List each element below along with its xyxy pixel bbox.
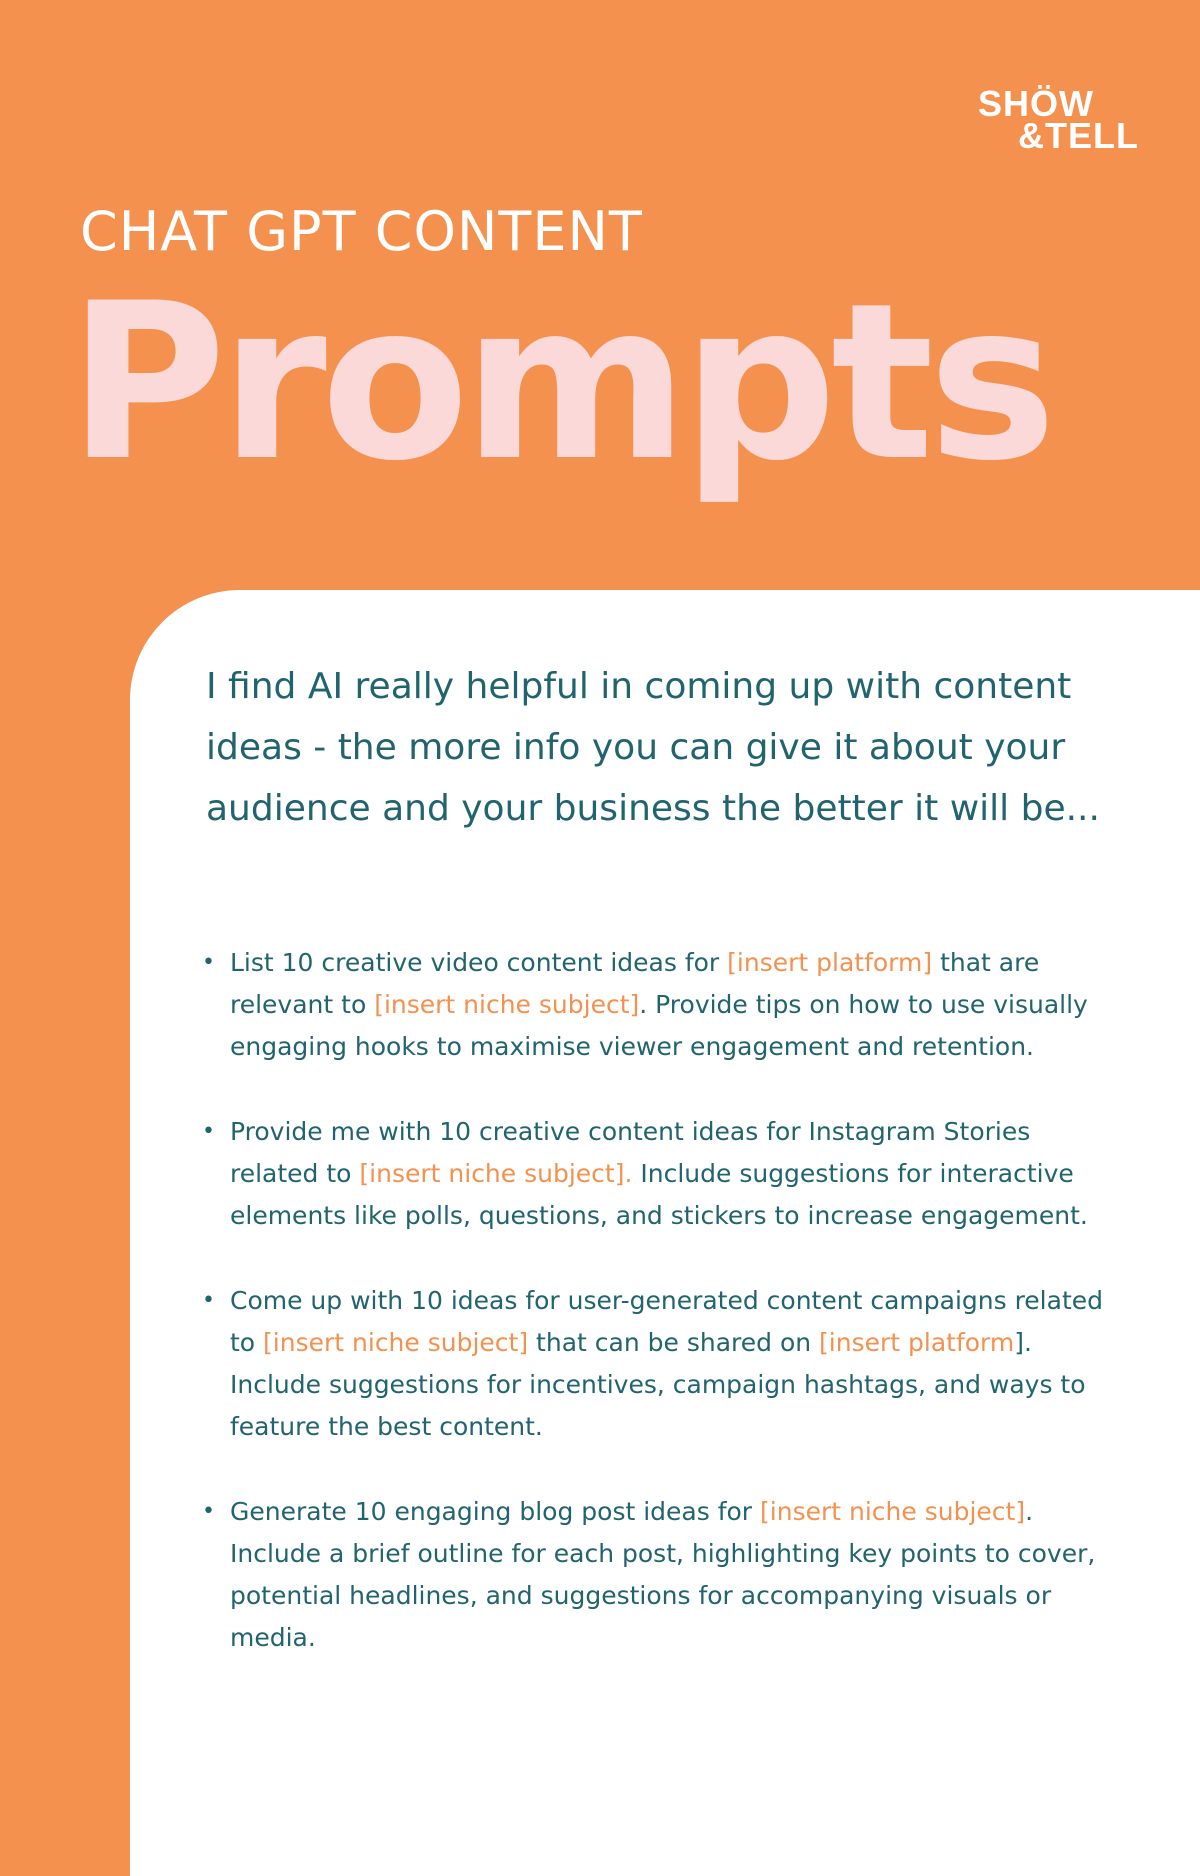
prompt-item bbox=[202, 1280, 1110, 1448]
placeholder-text: [insert niche subject] bbox=[374, 990, 640, 1019]
placeholder-text: [insert niche subject] bbox=[760, 1497, 1026, 1526]
placeholder-text: [insert niche subject]. bbox=[359, 1159, 633, 1188]
prompt-text: Provide me with 10 creative content ideas for Instagram Stories related to bbox=[230, 1117, 1031, 1188]
page-kicker: CHAT GPT CONTENT bbox=[80, 200, 643, 263]
intro-paragraph: I find AI really helpful in coming up with content ideas - the more info you can give it about your audience and your business the better it will be... bbox=[206, 666, 1100, 829]
bullet-icon: • bbox=[202, 1288, 215, 1313]
prompt-list bbox=[202, 942, 1110, 1702]
content-card bbox=[130, 590, 1200, 1876]
placeholder-text: [insert platform] bbox=[727, 948, 933, 977]
prompt-text: Come up with 10 ideas for user-generated content campaigns related to bbox=[230, 1286, 1103, 1357]
prompt-text: Include suggestions for interactive elements like polls, questions, and stickers to increase engagement. bbox=[230, 1159, 1088, 1230]
page-title: Prompts bbox=[68, 257, 1051, 508]
prompt-item bbox=[202, 1111, 1110, 1237]
prompt-text: . Provide tips on how to use visually engaging hooks to maximise viewer engagement and retention. bbox=[230, 990, 1088, 1061]
placeholder-text: [insert platform bbox=[819, 1328, 1015, 1357]
placeholder-text: [insert niche subject] bbox=[263, 1328, 529, 1357]
bullet-icon: • bbox=[202, 1499, 215, 1524]
prompt-item bbox=[202, 942, 1110, 1068]
prompt-text: . Include a brief outline for each post, highlighting key points to cover, potential headlines, and suggestions for accompanying visuals or media. bbox=[230, 1497, 1096, 1652]
logo-line-2: &TELL bbox=[1018, 115, 1139, 156]
prompt-item bbox=[202, 1491, 1110, 1659]
prompt-text: that can be shared on bbox=[528, 1328, 820, 1357]
prompt-text: Generate 10 engaging blog post ideas for bbox=[230, 1497, 761, 1526]
bullet-icon: • bbox=[202, 1119, 215, 1144]
prompt-text: that are relevant to bbox=[230, 948, 1040, 1019]
brand-logo bbox=[978, 83, 1139, 156]
bullet-icon: • bbox=[202, 950, 215, 975]
prompt-text: ]. Include suggestions for incentives, campaign hashtags, and ways to feature the best content. bbox=[230, 1328, 1086, 1441]
logo-line-1: SHÖW bbox=[978, 83, 1094, 124]
prompt-text: List 10 creative video content ideas for bbox=[230, 948, 728, 977]
